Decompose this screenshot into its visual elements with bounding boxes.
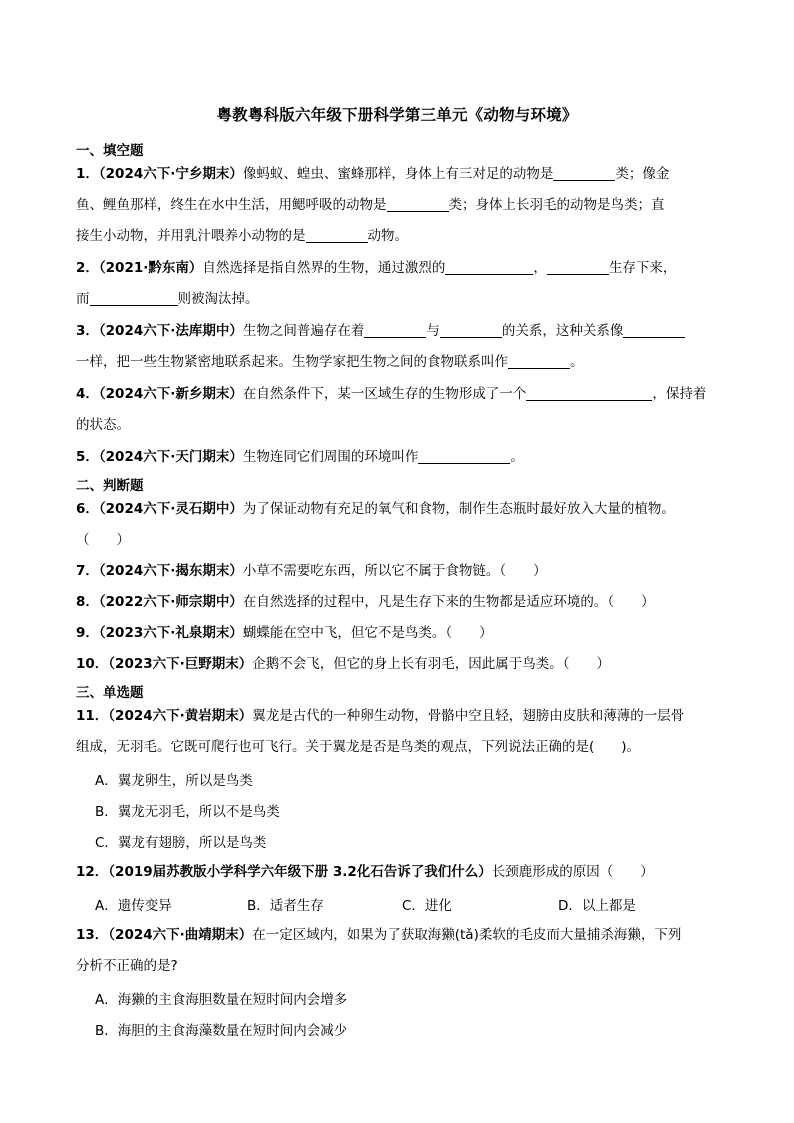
section-single-choice: 三、单选题 (76, 685, 144, 701)
question-6-line-2 (76, 531, 721, 549)
question-7-line-1: 7．（2024六下·揭东期末）小草不需要吃东西，所以它不属于食物链。（ ） (76, 563, 547, 579)
question-5-line-1: 5．（2024六下·天门期末）生物连同它们周围的环境叫作 。 (76, 449, 524, 465)
question-12-option-d[interactable]: D．以上都是 (558, 898, 636, 914)
question-4-line-2: 的状态。 (76, 417, 130, 433)
answer-blank[interactable] (508, 354, 570, 369)
question-13-option-b[interactable]: B．海胆的主食海藻数量在短时间内会减少 (95, 1023, 348, 1039)
answer-blank[interactable] (553, 166, 615, 181)
answer-blank[interactable] (306, 228, 368, 243)
question-9-line-1: 9．（2023六下·礼泉期末）蝴蝶能在空中飞，但它不是鸟类。（ ） (76, 625, 493, 641)
question-11-line-2: 组成，无羽毛。它既可爬行也可飞行。关于翼龙是否是鸟类的观点，下列说法正确的是( )。 (76, 739, 641, 755)
answer-blank[interactable] (547, 260, 609, 275)
question-1-line-3: 接生小动物，并用乳汁喂养小动物的是 动物。 (76, 228, 408, 244)
answer-blank[interactable] (364, 323, 426, 338)
section-fill-in-blank: 一、填空题 (76, 143, 144, 159)
question-6-line-1: 6．（2024六下·灵石期中）为了保证动物有充足的氧气和食物，制作生态瓶时最好放入大量的植物。 (76, 501, 675, 517)
question-13-line-1: 13．（2024六下·曲靖期末）在一定区域内，如果为了获取海獭(tǎ)柔软的毛皮而大量捕杀海獭，下列 (76, 927, 682, 943)
question-4-line-1: 4．（2024六下·新乡期末）在自然条件下，某一区域生存的生物形成了一个 ，保持着 (76, 386, 707, 402)
answer-blank[interactable] (418, 449, 510, 464)
question-11-option-a[interactable]: A．翼龙卵生，所以是鸟类 (95, 773, 253, 789)
question-11-option-b[interactable]: B．翼龙无羽毛，所以不是鸟类 (95, 804, 280, 820)
question-3-line-2: 一样，把一些生物紧密地联系起来。生物学家把生物之间的食物联系叫作 。 (76, 354, 584, 370)
question-10-line-1: 10．（2023六下·巨野期末）企鹅不会飞，但它的身上长有羽毛，因此属于鸟类。（ ） (76, 656, 610, 672)
question-1-line-2: 鱼、鲤鱼那样，终生在水中生活，用鳃呼吸的动物是 类；身体上长羽毛的动物是鸟类；直 (76, 197, 665, 213)
question-13-line-2: 分析不正确的是? (76, 958, 178, 974)
answer-parentheses[interactable]: （ ） (76, 532, 130, 548)
question-11-line-1: 11．（2024六下·黄岩期末）翼龙是古代的一种卵生动物，骨骼中空且轻，翅膀由皮肤和薄薄的一层骨 (76, 708, 685, 724)
question-13-option-a[interactable]: A．海獭的主食海胆数量在短时间内会增多 (95, 992, 348, 1008)
answer-blank[interactable] (387, 197, 449, 212)
question-12-option-a[interactable]: A．遗传变异 (95, 898, 172, 914)
question-1-line-1: 1．（2024六下·宁乡期末）像蚂蚁、蝗虫、蜜蜂那样，身体上有三对足的动物是 类；像金 (76, 166, 670, 182)
question-3-line-1: 3．（2024六下·法库期中）生物之间普遍存在着 与 的关系，这种关系像 (76, 322, 721, 340)
question-2-line-2: 而 则被淘汰掉。 (76, 291, 259, 307)
section-true-false: 二、判断题 (76, 478, 144, 494)
question-8-line-1: 8．（2022六下·师宗期中）在自然选择的过程中，凡是生存下来的生物都是适应环境的。（ ） (76, 594, 655, 610)
answer-blank[interactable] (526, 386, 652, 401)
answer-blank[interactable] (445, 260, 533, 275)
question-12-line-1: 12．（2019届苏教版小学科学六年级下册 3.2化石告诉了我们什么）长颈鹿形成的原因（ ） (76, 864, 654, 880)
question-12-option-c[interactable]: C．进化 (402, 898, 452, 914)
question-2-line-1: 2．（2021·黔东南）自然选择是指自然界的生物，通过激烈的 ， 生存下来， (76, 260, 677, 276)
question-11-option-c[interactable]: C．翼龙有翅膀，所以是鸟类 (95, 835, 267, 851)
question-12-option-b[interactable]: B．适者生存 (247, 898, 324, 914)
page-title: 粤教粤科版六年级下册科学第三单元《动物与环境》 (216, 106, 578, 124)
answer-blank[interactable] (90, 291, 178, 306)
answer-blank[interactable] (623, 323, 685, 338)
answer-blank[interactable] (440, 323, 502, 338)
